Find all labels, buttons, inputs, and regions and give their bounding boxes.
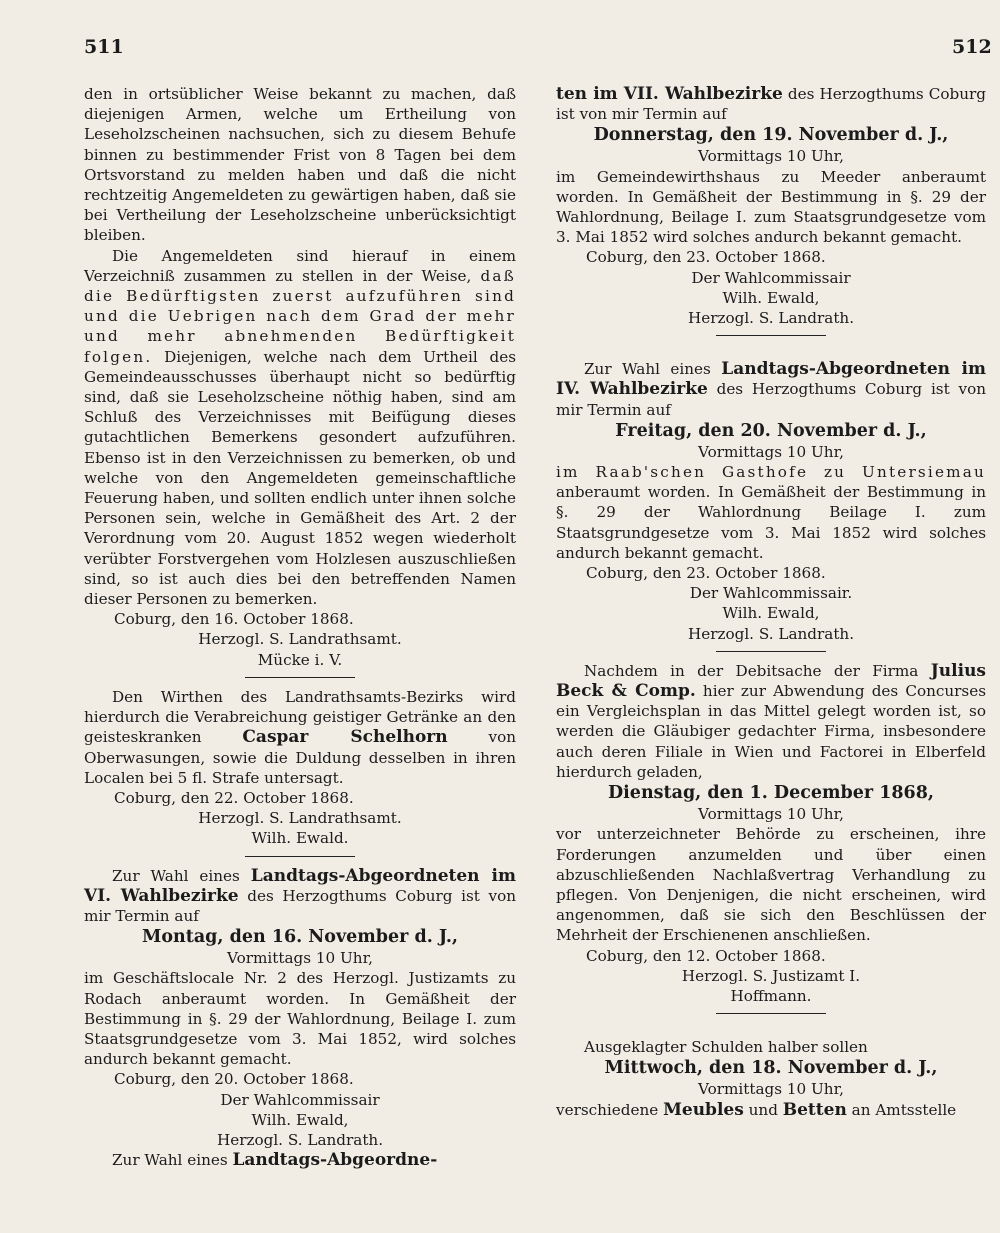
notice2-text: [84, 687, 516, 788]
notice3-heading: Landtags-Abgeordneten im VI. Wahlbezirke: [84, 865, 517, 906]
verzeichnis-text-c: Diejenigen, welche nach dem Urtheil des Gemeindeausschusses überhaupt nicht so bedürftig sind, daß sie Leseholzscheine nöthig haben, sind am Schluß des Verzeichnisses mit Beifügung dieses gutachtlichen Bemerkens gesondert aufzuführen. Ebenso ist in den Verzeichnissen zu bemerken, ob und welche von den Angemeldeten gemeinschaftliche Feuerung haben, und sollten endlich unter ihnen solche Personen sein, welche in Gemäßheit des Art. 2 der Verordnung vom 20. August 1852 wegen wiederholt verübter Forstvergehen vom Holzlesen auszuschließen sind, so ist auch dies bei den betreffenden Namen dieser Personen zu bemerken.: [84, 347, 516, 609]
paragraph-leseholz: den in ortsüblicher Weise bekannt zu machen, daß diejenigen Armen, welche um Ertheilung von Leseholzscheinen nachsuchen, sich zu diesem Behufe binnen zu bestimmender Frist von 8 Tagen bei dem Ortsvorstand zu melden haben und daß die nicht rechtzeitig Angemeldeten zu gewärtigen haben, daß sie bei Vertheilung der Leseholzscheine unberücksichtigt bleiben.: [84, 85, 516, 245]
separator-rule: [716, 651, 826, 652]
notice2-post: von Oberwasungen, sowie die Duldung desselben in ihren Localen bei 5 fl. Strafe untersagt.: [84, 728, 517, 787]
notice6-firm-name: Julius Beck & Comp.: [556, 660, 986, 702]
notice3-role: Der Wahlcommissair: [220, 1090, 380, 1109]
notice7-time: Vormittags 10 Uhr,: [698, 1080, 844, 1099]
verzeichnis-text-spaced: daß die Bedürftigsten zuerst aufzuführen sind und die Uebrigen nach dem Grad der mehr und mehr abnehmenden Bedürftigkeit folgen.: [84, 266, 517, 366]
left-column: [84, 84, 516, 1170]
notice4-body: im Gemeindewirthshaus zu Meeder anberaumt worden. In Gemäßheit der Bestimmung in §. 29 der Wahlordnung, Beilage I. zum Staatsgrundgesetze vom 3. Mai 1852 wird solches andurch bekannt gemacht.: [556, 167, 986, 247]
notice4-heading-start: Landtags-Abgeordne-: [232, 1150, 438, 1171]
notice1-signature: Mücke i. V.: [257, 650, 343, 669]
notice2-pre: Den Wirthen des Landrathsamts-Bezirks wird hierdurch die Verabreichung geistiger Getränke an den geisteskranken: [84, 687, 516, 747]
notice2-person-name: Caspar Schelhorn: [242, 727, 448, 748]
page-number-right: 512: [952, 36, 992, 58]
notice1-office: Herzogl. S. Landrathsamt.: [198, 630, 402, 649]
separator-rule: [716, 335, 826, 336]
notice3-signature: Wilh. Ewald,: [251, 1110, 349, 1129]
verzeichnis-text-a: Die Angemeldeten sind hierauf in einem Verzeichniß zusammen zu stellen in der Weise,: [84, 246, 516, 285]
notice4-heading-cont: ten im VII. Wahlbezirke: [556, 84, 783, 104]
notice7-post: an Amtsstelle: [851, 1100, 957, 1119]
notice2-place-date: Coburg, den 22. October 1868.: [114, 788, 354, 807]
notice4-role: Der Wahlcommissair: [691, 268, 851, 287]
notice7-item-betten: Betten: [782, 1099, 847, 1120]
notice4-intro-cont: [556, 84, 986, 124]
notice6-place-date: Coburg, den 12. October 1868.: [586, 946, 826, 965]
notice2-office: Herzogl. S. Landrathsamt.: [198, 809, 402, 828]
separator-rule: [245, 856, 355, 857]
notice3-post: des Herzogthums Coburg ist von mir Termin auf: [84, 886, 517, 925]
notice5-body-text: anberaumt worden. In Gemäßheit der Bestimmung in §. 29 der Wahlordnung Beilage I. zum Staatsgrundgesetze vom 3. Mai 1852 wird solches andurch bekannt gemacht.: [556, 483, 986, 562]
notice4-place-date: Coburg, den 23. October 1868.: [586, 248, 826, 267]
notice2-signature: Wilh. Ewald.: [251, 829, 349, 848]
page-number-left: 511: [84, 36, 124, 58]
notice3-date: Montag, den 16. November d. J.,: [141, 927, 459, 948]
notice6-time: Vormittags 10 Uhr,: [698, 805, 844, 824]
notice3-time: Vormittags 10 Uhr,: [227, 949, 373, 968]
notice3-office: Herzogl. S. Landrath.: [216, 1130, 384, 1149]
notice5-date: Freitag, den 20. November d. J.,: [615, 420, 927, 441]
notice6-office: Herzogl. S. Justizamt I.: [681, 966, 861, 985]
notice5-pre: Zur Wahl eines: [584, 360, 711, 379]
notice7-date: Mittwoch, den 18. November d. J.,: [604, 1058, 938, 1079]
notice4-signature: Wilh. Ewald,: [722, 288, 820, 307]
notice6-post: hier zur Abwendung des Concurses ein Vergleichsplan in das Mittel gelegt worden ist, so werden die Gläubiger gedachter Firma, insbesondere auch deren Filiale in Wien und Factorei in Elberfeld hierdurch geladen,: [556, 682, 986, 781]
notice5-place-date: Coburg, den 23. October 1868.: [586, 564, 826, 583]
notice5-heading: Landtags-Abgeordneten im IV. Wahlbezirke: [556, 359, 987, 400]
notice5-role: Der Wahlcommissair.: [689, 584, 853, 603]
notice4-office: Herzogl. S. Landrath.: [687, 309, 855, 328]
right-column: [556, 84, 986, 1120]
notice4-pre: Zur Wahl eines: [112, 1151, 228, 1170]
notice4-intro-start: [84, 1150, 516, 1170]
notice7-mid: und: [748, 1100, 778, 1119]
notice7-body: [556, 1100, 986, 1120]
notice6-intro: [556, 661, 986, 782]
notice3-intro: [84, 866, 516, 927]
notice4-time: Vormittags 10 Uhr,: [698, 147, 844, 166]
paragraph-verzeichnis: [84, 246, 516, 610]
separator-rule: [245, 677, 355, 678]
notice4-date: Donnerstag, den 19. November d. J.,: [593, 125, 949, 146]
notice4-post: des Herzogthums Coburg ist von mir Termin auf: [556, 85, 986, 124]
notice6-body: vor unterzeichneter Behörde zu erscheinen, ihre Forderungen anzumelden und über einen abzuschließenden Nachlaßvertrag Verhandlung zu pflegen. Von Denjenigen, die nicht erscheinen, wird angenommen, daß sie sich den Beschlüssen der Mehrheit der Erschienenen anschließen.: [556, 825, 986, 945]
notice7-item-meubles: Meubles: [663, 1099, 744, 1120]
notice5-time: Vormittags 10 Uhr,: [698, 442, 844, 461]
notice3-pre: Zur Wahl eines: [112, 866, 240, 885]
notice3-body: im Geschäftslocale Nr. 2 des Herzogl. Justizamts zu Rodach anberaumt worden. In Gemäßheit der Bestimmung in §. 29 der Wahlordnung, Beilage I. zum Staatsgrundgesetze vom 3. Mai 1852, wird solches andurch bekannt gemacht.: [84, 969, 516, 1069]
notice6-pre: Nachdem in der Debitsache der Firma: [584, 661, 919, 680]
notice7-pre: verschiedene: [556, 1100, 659, 1119]
notice1-place-date: Coburg, den 16. October 1868.: [114, 610, 354, 629]
notice7-intro: Ausgeklagter Schulden halber sollen: [584, 1038, 868, 1057]
notice5-body: [556, 462, 986, 563]
notice6-date: Dienstag, den 1. December 1868,: [607, 783, 935, 804]
separator-rule: [716, 1013, 826, 1014]
notice3-place-date: Coburg, den 20. October 1868.: [114, 1070, 354, 1089]
notice5-intro: [556, 359, 986, 420]
notice5-office: Herzogl. S. Landrath.: [687, 624, 855, 643]
notice5-signature: Wilh. Ewald,: [722, 604, 820, 623]
notice5-post: des Herzogthums Coburg ist von mir Termin auf: [556, 380, 987, 419]
notice6-signature: Hoffmann.: [730, 986, 812, 1005]
notice5-venue: im Raab'schen Gasthofe zu Untersiemau: [556, 463, 986, 482]
